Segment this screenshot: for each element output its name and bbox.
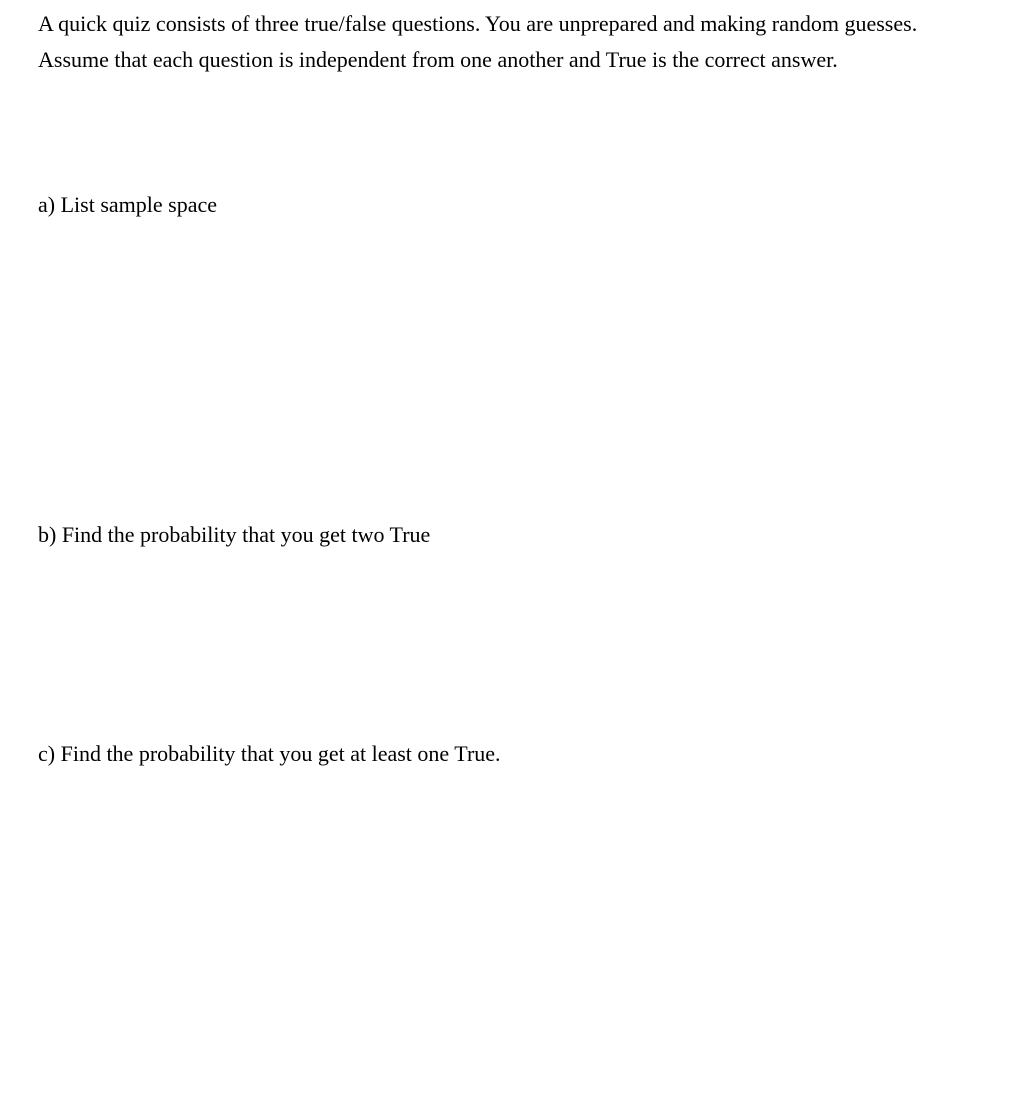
- answer-area-a[interactable]: [38, 225, 938, 515]
- question-c: c) Find the probability that you get at least one True.: [38, 741, 501, 766]
- problem-statement: A quick quiz consists of three true/false questions. You are unprepared and making random guesses. Assume that each question is independent from one another and True is the correct answer.: [38, 11, 918, 72]
- answer-area-c[interactable]: [38, 774, 938, 1074]
- question-a: a) List sample space: [38, 192, 217, 217]
- clipped-previous-line: [38, 0, 158, 4]
- question-b: b) Find the probability that you get two True: [38, 522, 431, 547]
- answer-area-b[interactable]: [38, 555, 938, 735]
